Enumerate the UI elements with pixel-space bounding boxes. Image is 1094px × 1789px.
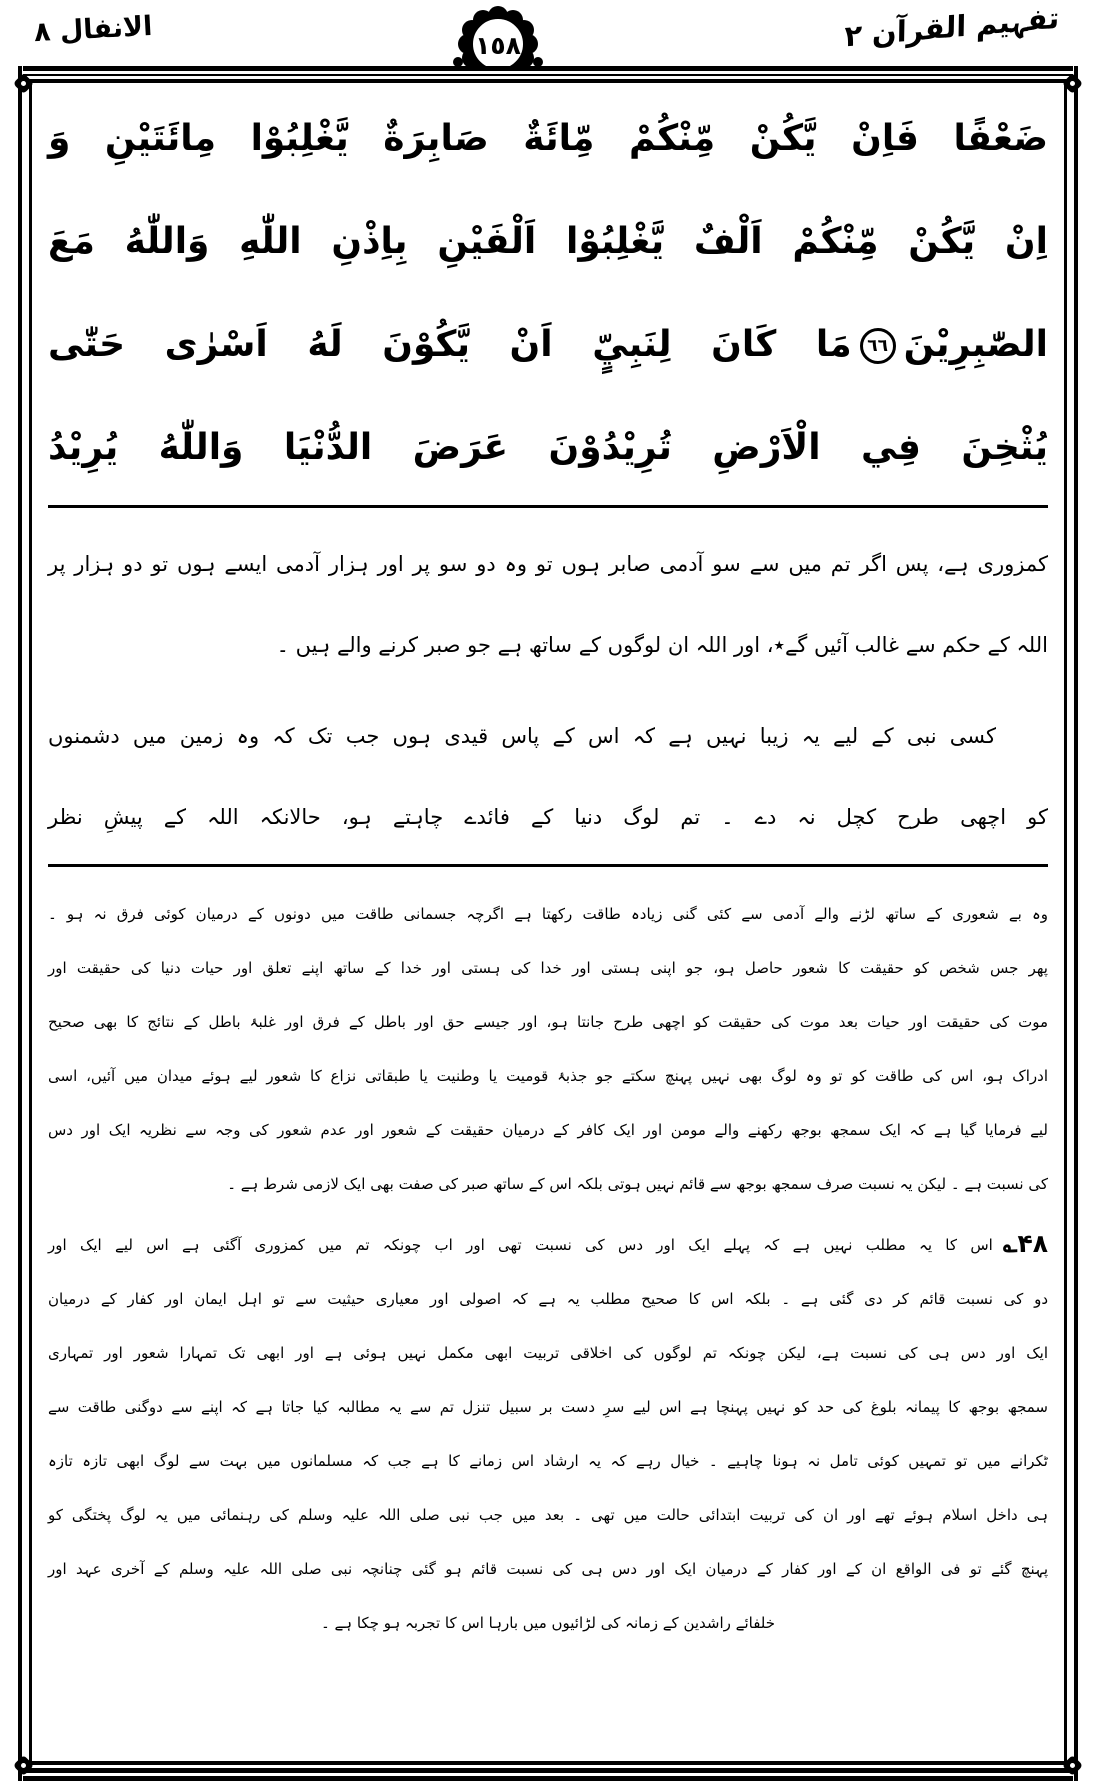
quran-line: [48, 293, 1048, 396]
page-header: [0, 0, 1094, 66]
section-divider: [48, 505, 1048, 508]
commentary-line: لیے فرمایا گیا ہے کہ ایک سمجھ بوجھ رکھنے والے مومن اور ایک کافر کے درمیان حقیقت کے شعور اور عدم شعور کی وجہ سے نظریہ ایک اور دس: [48, 1121, 1048, 1139]
commentary-section: [48, 871, 1048, 1650]
commentary-line: موت کی حقیقت اور حیات بعد موت کی حقیقت کو اچھی طرح جانتا ہو، اور جیسے حق اور باطل کے فرق اور غلبۂ باطل کے نتائج کا بھی صحیح: [48, 1013, 1048, 1031]
frame-band-top: [23, 66, 1073, 83]
quran-line-text: مَا كَانَ لِنَبِيٍّ اَنْ يَّكُوْنَ لَهُ اَسْرٰى حَتّٰى: [48, 324, 852, 365]
commentary-line: ادراک ہو، اس کی طاقت کو تو وہ لوگ بھی نہیں پہنچ سکتے جو جذبۂ قومیت یا وطنیت یا طبقاتی نزاع کا شعور لیے ہوئے میدان میں آئیں، اسی: [48, 1067, 1048, 1085]
footnote-marker: ۴۸؎: [1002, 1229, 1048, 1258]
commentary-line: ہی داخل اسلام ہوئے تھے اور ان کی تربیت ابتدائی حالت میں تھی ۔ بعد میں جب نبی صلی اللہ علیہ وسلم کی رہنمائی میں یہ لوگ پختگی کو: [48, 1506, 1048, 1524]
commentary-line: [48, 1217, 1048, 1272]
commentary-line: وہ بے شعوری کے ساتھ لڑنے والے آدمی سے کئی گنی زیادہ طاقت رکھتا ہے اگرچہ جسمانی طاقت میں دونوں کے درمیان کوئی فرق نہ ہو ۔: [48, 905, 1048, 923]
urdu-translation-section: [48, 512, 1048, 858]
surah-title: الانفال ٨: [33, 10, 154, 49]
frame-content: [22, 83, 1074, 1761]
commentary-paragraph: [48, 887, 1048, 1211]
commentary-line: دو کی نسبت قائم کر دی گئی ہے ۔ بلکہ اس کا صحیح مطلب یہ ہے کہ اصولی اور معیاری حیثیت سے تو اہل ایمان اور کفار کے درمیان: [48, 1290, 1048, 1308]
book-title: تفہیم القرآن ۲: [844, 0, 1060, 54]
commentary-line: خلفائے راشدین کے زمانہ کی لڑائیوں میں بارہا اس کا تجربہ ہو چکا ہے ۔: [320, 1614, 776, 1632]
commentary-line: پھر جس شخص کو حقیقت کا شعور حاصل ہو، جو اپنی ہستی اور خدا کی ہستی اور خدا کے ساتھ اپنے تعلق اور حیات دنیا کی حقیقت اور: [48, 959, 1048, 977]
translation-line: کو اچھی طرح کچل نہ دے ۔ تم لوگ دنیا کے فائدے چاہتے ہو، حالانکہ اللہ کے پیشِ نظر: [48, 805, 1048, 829]
translation-line: اللہ کے حکم سے غالب آئیں گے٭، اور اللہ ان لوگوں کے ساتھ ہے جو صبر کرنے والے ہیں ۔: [276, 633, 1048, 657]
commentary-line: ٹکرانے میں تو تمہیں کوئی تامل نہ ہونا چاہیے ۔ خیال رہے کہ یہ ارشاد اس زمانے کا ہے جب کہ مسلمانوں میں بہت سے لوگ ابھی تازہ تازہ: [48, 1452, 1048, 1470]
commentary-line: کی نسبت ہے ۔ لیکن یہ نسبت صرف سمجھ بوجھ سے قائم نہیں ہوتی بلکہ اس کے ساتھ صبر کی صفت بھی ایک لازمی شرط ہے ۔: [227, 1175, 1048, 1193]
commentary-line: ایک اور دس ہی کی نسبت ہے، لیکن چونکہ تم لوگوں کی اخلاقی تربیت ابھی مکمل نہیں ہوئی ہے اور ابھی تک تمہارا شعور اور تمہاری: [48, 1344, 1048, 1362]
translation-paragraph: [48, 696, 1048, 858]
page-number: ١٥٨: [475, 31, 522, 60]
quran-arabic-section: [48, 83, 1048, 499]
commentary-line-text: اس کا یہ مطلب نہیں ہے کہ پہلے ایک اور دس کی نسبت تھی اور اب چونکہ تم میں کمزوری آگئی ہے اس لیے ایک اور: [48, 1236, 993, 1254]
translation-line: کسی نبی کے لیے یہ زیبا نہیں ہے کہ اس کے پاس قیدی ہوں جب تک کہ وہ زمین میں دشمنوں: [48, 724, 996, 748]
frame-band-bottom: [23, 1761, 1073, 1781]
commentary-line: پہنچ گئے تو فی الواقع ان کے اور کفار کے درمیان ایک اور دس ہی کی نسبت قائم ہو گئی چنانچہ نبی صلی اللہ علیہ وسلم کے آخری عہد اور: [48, 1560, 1048, 1578]
quran-line: ضَعْفًا فَاِنْ يَّكُنْ مِّنْكُمْ مِّائَةٌ صَابِرَةٌ يَّغْلِبُوْا مِائَتَيْنِ وَ: [48, 118, 1048, 159]
commentary-paragraph: [48, 1217, 1048, 1650]
quran-line: اِنْ يَّكُنْ مِّنْكُمْ اَلْفٌ يَّغْلِبُوْا اَلْفَيْنِ بِاِذْنِ اللّٰهِ وَاللّٰهُ مَعَ: [48, 221, 1048, 262]
section-divider: [48, 864, 1048, 867]
commentary-line: سمجھ بوجھ کا پیمانہ بلوغ کی حد کو نہیں پہنچا ہے اس لیے سرِ دست بر سبیل تنزل تم سے یہ مطالبہ کیا جاتا ہے کہ اپنے سے دوگنی طاقت سے: [48, 1398, 1048, 1416]
verse-number-badge: ٦٦: [860, 328, 896, 364]
translation-line: کمزوری ہے، پس اگر تم میں سے سو آدمی صابر ہوں تو وہ دو سو پر اور ہزار آدمی ایسے ہوں تو دو ہزار پر: [48, 552, 1048, 576]
quran-line-text: الصّٰبِرِيْنَ: [903, 324, 1048, 365]
main-frame: [18, 66, 1078, 1781]
quran-line: يُثْخِنَ فِي الْاَرْضِ تُرِيْدُوْنَ عَرَضَ الدُّنْيَا وَاللّٰهُ يُرِيْدُ: [48, 427, 1048, 468]
translation-paragraph: [48, 524, 1048, 686]
